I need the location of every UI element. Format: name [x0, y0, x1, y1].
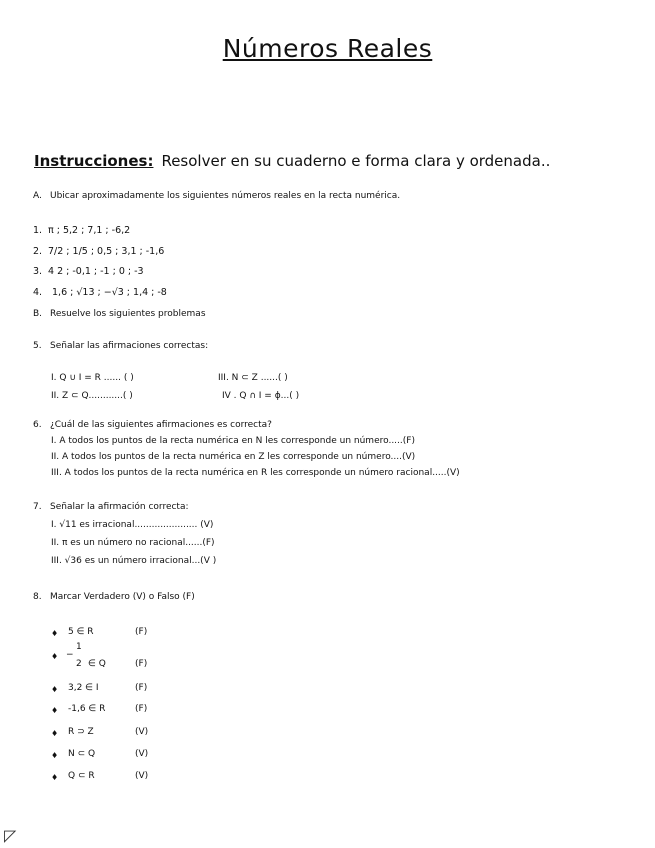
bullet-icon: ♦: [51, 729, 59, 738]
option: II. Z ⊂ Q............( ): [51, 391, 133, 401]
instructions-text: Resolver en su cuaderno e forma clara y ordenada..: [161, 152, 551, 170]
list-item: 1,6 ; √13 ; −√3 ; 1,4 ; -8: [52, 287, 167, 298]
tf-answer: (V): [135, 727, 149, 737]
tf-statement: 3,2 ∈ I: [68, 683, 99, 693]
instructions-label: Instrucciones:: [34, 152, 154, 170]
question-text: Señalar las afirmaciones correctas:: [50, 341, 209, 351]
question-text: Marcar Verdadero (V) o Falso (F): [50, 592, 195, 602]
section-b-label: B.: [33, 309, 43, 319]
fraction-sign: −: [66, 650, 74, 660]
option: III. A todos los puntos de la recta numérica en R les corresponde un número racional.....(V): [51, 468, 460, 478]
page-title: Números Reales: [222, 34, 433, 63]
option: III. √36 es un número irracional...(V ): [51, 556, 217, 566]
tf-statement: R ⊃ Z: [68, 727, 94, 737]
list-item-number: 2.: [33, 246, 43, 257]
section-a-label: A.: [33, 191, 42, 201]
bullet-icon: ♦: [51, 629, 59, 638]
option: I. A todos los puntos de la recta numérica en N les corresponde un número.....(F): [51, 436, 415, 446]
bullet-icon: ♦: [51, 751, 59, 760]
question-text: Señalar la afirmación correcta:: [50, 502, 189, 512]
list-item: 4 2 ; -0,1 ; -1 ; 0 ; -3: [48, 266, 144, 277]
bullet-icon: ♦: [51, 652, 59, 661]
tf-answer: (V): [135, 749, 149, 759]
corner-mark-icon: ◸: [4, 826, 17, 845]
question-text: ¿Cuál de las siguientes afirmaciones es correcta?: [50, 420, 272, 430]
tf-answer: (F): [135, 704, 148, 714]
question-number: 7.: [33, 502, 42, 512]
question-number: 5.: [33, 341, 42, 351]
section-b-text: Resuelve los siguientes problemas: [50, 309, 206, 319]
question-number: 8.: [33, 592, 42, 602]
option: I. √11 es irracional...................... (V): [51, 520, 214, 530]
option: II. π es un número no racional......(F): [51, 538, 215, 548]
option: III. N ⊂ Z ......( ): [218, 373, 288, 383]
tf-statement: N ⊂ Q: [68, 749, 96, 759]
list-item-number: 1.: [33, 225, 43, 236]
option: II. A todos los puntos de la recta numérica en Z les corresponde un número....(V): [51, 452, 416, 462]
tf-statement: -1,6 ∈ R: [68, 704, 106, 714]
list-item: 7/2 ; 1/5 ; 0,5 ; 3,1 ; -1,6: [48, 246, 165, 257]
tf-answer: (V): [135, 771, 149, 781]
instructions: [34, 152, 550, 170]
tf-answer: (F): [135, 683, 148, 693]
tf-answer: (F): [135, 627, 148, 637]
tf-statement: Q ⊂ R: [68, 771, 95, 781]
list-item-number: 3.: [33, 266, 43, 277]
bullet-icon: ♦: [51, 685, 59, 694]
question-number: 6.: [33, 420, 42, 430]
option: I. Q ∪ I = R ...... ( ): [51, 373, 134, 383]
section-a-text: Ubicar aproximadamente los siguientes números reales en la recta numérica.: [50, 191, 401, 201]
tf-answer: (F): [135, 659, 148, 669]
bullet-icon: ♦: [51, 773, 59, 782]
list-item-number: 4.: [33, 287, 43, 298]
list-item: π ; 5,2 ; 7,1 ; -6,2: [48, 225, 131, 236]
option: IV . Q ∩ I = ϕ...( ): [222, 391, 300, 401]
tf-statement: ∈ Q: [88, 659, 106, 669]
bullet-icon: ♦: [51, 706, 59, 715]
fraction-denominator: 2: [76, 659, 82, 669]
tf-statement: 5 ∈ R: [68, 627, 94, 637]
fraction-numerator: 1: [76, 642, 82, 652]
